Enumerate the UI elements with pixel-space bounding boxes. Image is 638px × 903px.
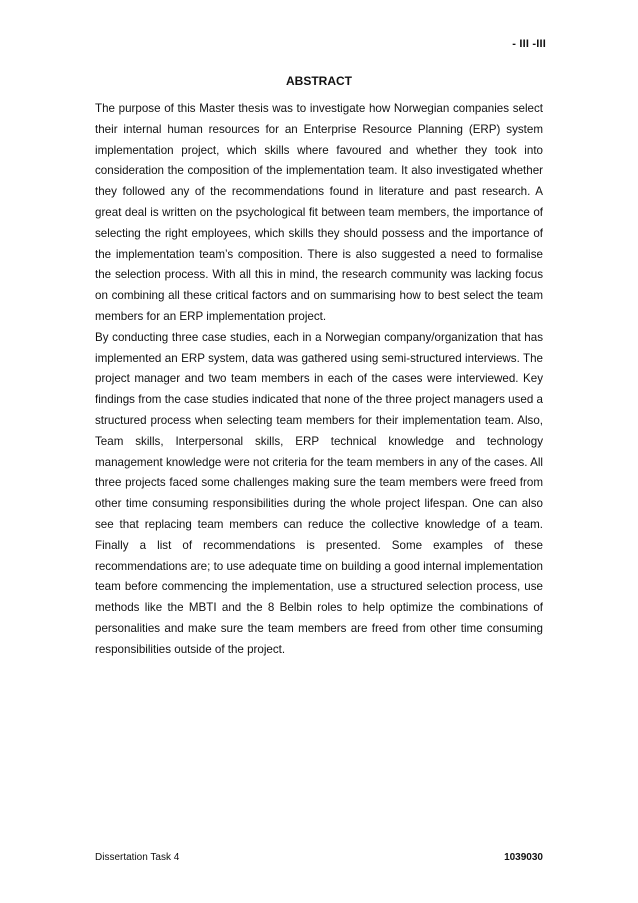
page-number: - III -III xyxy=(512,38,546,50)
footer-course-label: Dissertation Task 4 xyxy=(95,852,180,863)
abstract-paragraph-2: By conducting three case studies, each in a Norwegian company/organization that has implemented an ERP system, data was gathered using semi-structured interviews. The project manager and two team members in each of the cases were interviewed. Key findings from the case studies indicated that none of the three project managers used a structured process when selecting team members for their implementation team. Also, Team skills, Interpersonal skills, ERP technical knowledge and technology management knowledge were not criteria for the team members in any of the cases. All three projects faced some challenges making sure the team members were freed from other time consuming responsibilities during the whole project lifespan. One can also see that replacing team members can reduce the collective knowledge of a team. Finally a list of recommendations is presented. Some examples of these recommendations are; to use adequate time on building a good internal implementation team before commencing the implementation, use a structured selection process, use methods like the MBTI and the 8 Belbin roles to help optimize the combinations of personalities and make sure the team members are freed from other time consuming responsibilities outside of the project. xyxy=(95,330,543,656)
abstract-paragraph-1: The purpose of this Master thesis was to investigate how Norwegian companies select their internal human resources for an Enterprise Resource Planning (ERP) system implementation project, which skills where favoured and whether they took into consideration the composition of the implementation team. It also investigated whether they followed any of the recommendations found in literature and past research. A great deal is written on the psychological fit between team members, the importance of selecting the right employees, which skills they should possess and the importance of the implementation team’s composition. There is also suggested a need to formalise the selection process. With all this in mind, the research community was lacking focus on combining all these critical factors and on summarising how to best select the team members for an ERP implementation project. xyxy=(95,102,543,323)
footer-student-id: 1039030 xyxy=(504,852,543,863)
abstract-body xyxy=(95,99,543,661)
abstract-title: ABSTRACT xyxy=(286,74,352,88)
